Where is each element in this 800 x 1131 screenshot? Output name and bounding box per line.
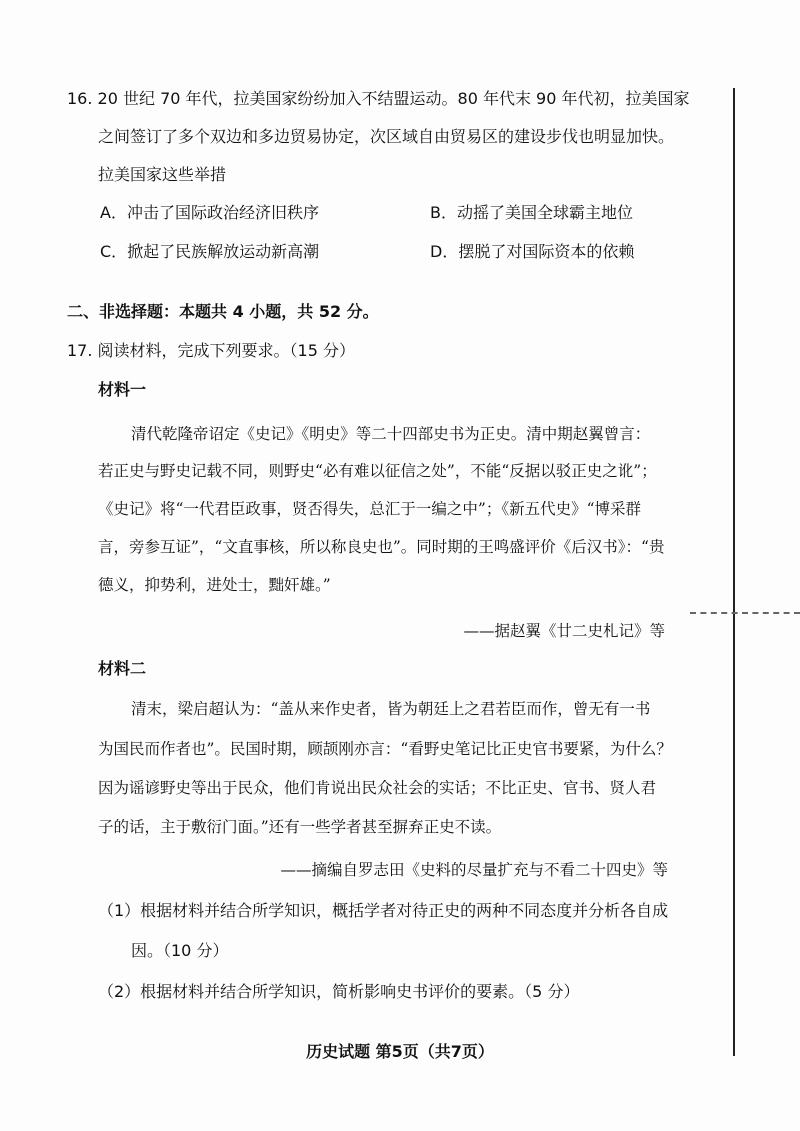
q16-option-a: A．冲击了国际政治经济旧秩序 — [100, 203, 319, 222]
q16-option-c: C．掀起了民族解放运动新高潮 — [100, 242, 320, 261]
q16-option-d: D．摆脱了对国际资本的依赖 — [430, 242, 635, 261]
material2-label: 材料二 — [98, 659, 147, 678]
q17-subquestion-2: （2）根据材料并结合所学知识，简析影响史书评价的要素。（5 分） — [98, 982, 580, 1001]
q16-stem-line2: 之间签订了多个双边和多边贸易协定，次区域自由贸易区的建设步伐也明显加快。 — [98, 127, 675, 146]
material2-line: 子的话，主于敷衍门面。”还有一些学者甚至摒弃正史不读。 — [98, 818, 502, 836]
material1-line: 言，旁参互证”，“文直事核，所以称良史也”。同时期的王鸣盛评价《后汉书》：“贵 — [98, 538, 665, 556]
material1-line: 《史记》将“一代君臣政事，贤否得失，总汇于一编之中”；《新五代史》“博采群 — [98, 500, 642, 518]
q16-option-b: B．动摇了美国全球霸主地位 — [430, 203, 633, 222]
q17-subquestion-1-line1: （1）根据材料并结合所学知识，概括学者对待正史的两种不同态度并分析各自成 — [98, 901, 669, 920]
q16-stem-line1: 16. 20 世纪 70 年代，拉美国家纷纷加入不结盟运动。80 年代末 90 年代初，拉美国家 — [67, 89, 690, 108]
margin-rule — [733, 88, 735, 1056]
q17-intro: 17. 阅读材料，完成下列要求。（15 分） — [67, 341, 355, 360]
cut-line — [690, 612, 800, 614]
material1-source: ——据赵翼《廿二史札记》等 — [463, 622, 665, 640]
material1-line: 德义，抑势利，进处士，黜奸雄。” — [98, 576, 331, 594]
page-footer: 历史试题 第5页（共7页） — [306, 1042, 494, 1061]
material2-line: 为国民而作者也”。民国时期，顾颉刚亦言：“看野史笔记比正史官书要紧，为什么？ — [98, 740, 672, 758]
material1-label: 材料一 — [98, 380, 147, 399]
q16-stem-line3: 拉美国家这些举措 — [98, 165, 227, 184]
material2-line: 清末，梁启超认为：“盖从来作史者，皆为朝廷上之君若臣而作，曾无有一书 — [131, 700, 651, 718]
q17-subquestion-1-line2: 因。（10 分） — [131, 941, 229, 960]
material1-line: 若正史与野史记载不同，则野史“必有难以征信之处”，不能“反据以驳正史之讹”； — [98, 462, 657, 480]
material2-source: ——摘编自罗志田《史料的尽量扩充与不看二十四史》等 — [280, 861, 668, 879]
section-heading: 二、非选择题：本题共 4 小题，共 52 分。 — [67, 302, 379, 321]
material2-line: 因为谣谚野史等出于民众，他们肯说出民众社会的实话；不比正史、官书、贤人君 — [98, 779, 657, 797]
material1-line: 清代乾隆帝诏定《史记》《明史》等二十四部史书为正史。清中期赵翼曾言： — [131, 425, 651, 443]
